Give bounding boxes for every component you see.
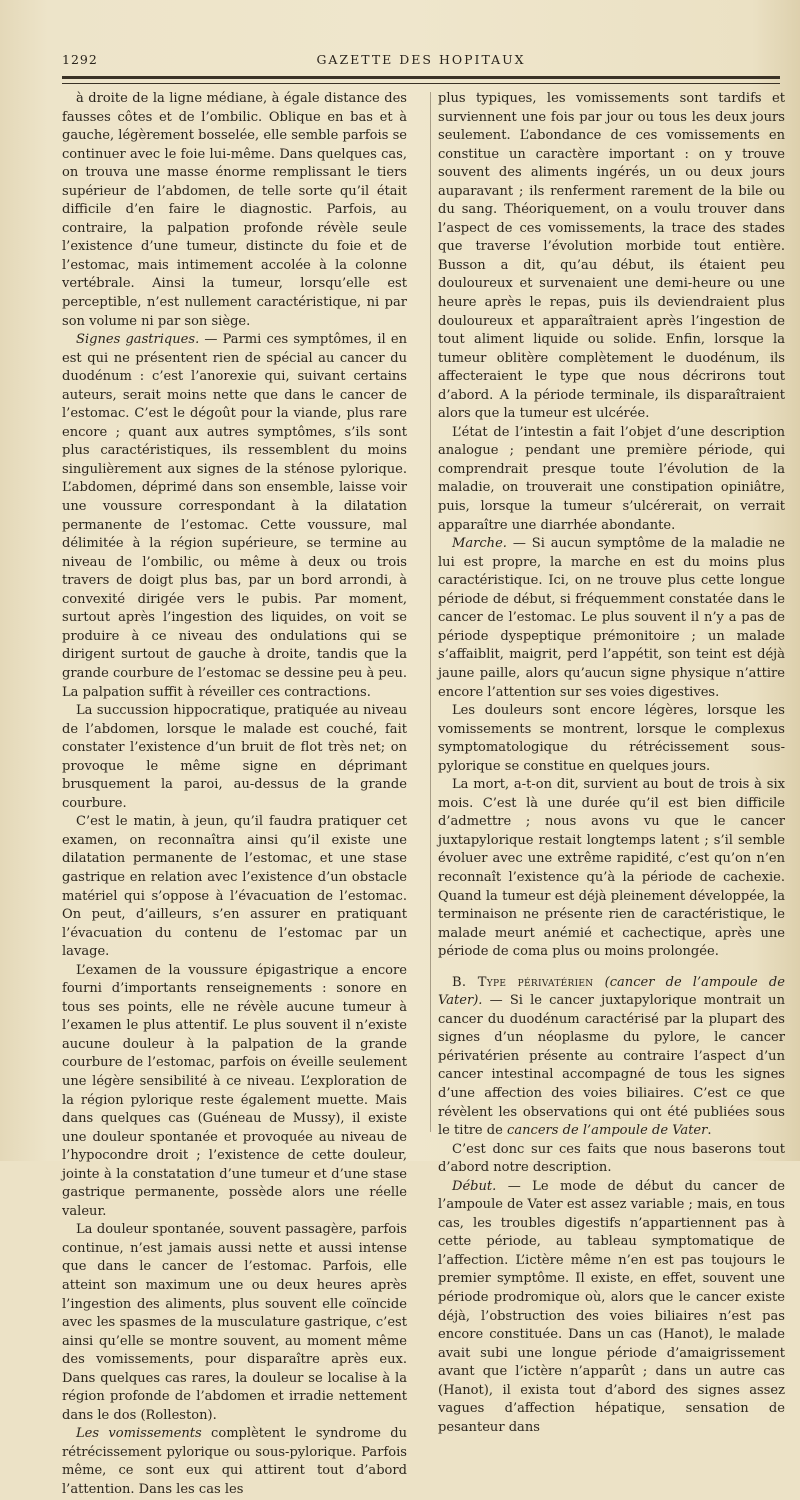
paragraph [62,962,407,1222]
paragraph-text: complètent le syndrome du rétrécissement pylorique ou sous-pylorique. Parfois même, ce sont eux qui attirent tout d’abord l’attention. Dans les cas les [62,1426,408,1498]
paragraph [438,1178,785,1438]
paragraph-text: La succussion hippocratique, pratiquée au niveau de l’abdomen, lorsque le malade est couché, fait constater l’existence d’un bruit de flot très net; on provoque le même signe en déprimant brusquement la paroi, au-dessus de la grande courbure. [62,703,407,811]
paragraph-text: Les douleurs sont encore légères, lorsque les vomissements se montrent, lorsque le complexus symptomatologique du rétrécissement sous-pylorique se constitue en quelques jours. [438,703,785,774]
paragraph-text: . [707,1123,712,1139]
paragraph-text: à droite de la ligne médiane, à égale distance des fausses côtes et de l’ombilic. Oblique en bas et à gauche, légèrement bosselée, elle semble parfois se continuer avec le foie lui-même. Dans quelques cas, on trouva une masse énorme remplissant le tiers supérieur de l’abdomen, de telle sorte qu’il était difficile d’en faire le diagnostic. Parfois, au contraire, la palpation profonde révèle seule l’existence d’une tumeur, distincte du foie et de l’estomac, mais intimement accolée à la colonne vertébrale. Ainsi la tumeur, lorsqu’elle est perceptible, n’est nullement caractéristique, ni par son volume ni par son siège. [62,91,407,329]
paragraph-text: L’état de l’intestin a fait l’objet d’une description analogue ; pendant une première période, qui comprendrait presque toute l’évolution de la maladie, on trouverait une constipation opiniâtre, puis, lorsque la tumeur s’ulcérerait, on verrait apparaître une diarrhée abondante. [438,424,785,533]
paragraph [62,813,407,961]
paragraph-lead: Marche. [452,536,507,552]
paragraph [62,1425,407,1499]
paragraph [62,702,407,813]
paragraph [62,331,407,702]
left-column [62,90,407,1500]
section-subtitle: (cancer de l’ampoule de Vater). [438,974,785,1009]
paragraph-text: La douleur spontanée, souvent passagère, parfois continue, n’est jamais aussi nette et aussi intense que dans le cancer de l’estomac. Parfois, elle atteint son maximum une ou deux heures après l’ingestion des aliments, plus souvent elle coïncide avec les spasmes de la musculature gastrique, c’est ainsi qu’elle se montre souvent, au moment même des vomissements, pour disparaître après eux. Dans quelques cas rares, la douleur se localise à la région profonde de l’abdomen et irradie nettement dans le dos (Rolleston). [62,1222,407,1423]
paragraph [438,776,785,961]
paragraph-text: La mort, a-t-on dit, survient au bout de trois à six mois. C’est là une durée qu’il est bien difficile d’admettre ; nous avons vu que le cancer juxtapylorique restait longtemps latent ; s’il semble évoluer avec une extrême rapidité, c’est qu’on n’en reconnaît l’existence qu’à la période de cachexie. Quand la tumeur est déjà pleinement développée, la terminaison ne présente rien de caractéristique, le malade meurt anémié et cachectique, après une période de coma plus ou moins prolongée. [438,777,785,960]
paragraph-text: — Le mode de début du cancer de l’ampoule de Vater est assez variable ; mais, en tous cas, les troubles digestifs n’appartiennent pas à cette période, au tableau symptomatique de l’affection. L’ictère même n’en est pas toujours le premier symptôme. Il existe, en effet, souvent une période prodromique où, alors que le cancer existe déjà, l’obstruction des voies biliaires n’est pas encore constituée. Dans un cas (Hanot), le malade avait subi une longue période d’amaigrissement avant que l’ictère n’apparût ; dans un autre cas (Hanot), il exista tout d’abord des signes assez vagues d’affection hépatique, sensation de pesanteur dans [438,1178,785,1435]
paragraph [438,702,785,776]
paragraph [438,535,785,702]
header-rule-thin [62,83,780,84]
paragraph [438,1141,785,1178]
paragraph [438,974,785,1141]
page-number: 1292 [62,52,98,67]
paragraph-text: C’est donc sur ces faits que nous baserons tout d’abord notre description. [438,1141,785,1176]
paragraph [62,1221,407,1425]
paragraph-text: L’examen de la voussure épigastrique a encore fourni d’importants renseignements : sonore en tous ses points, elle ne révèle aucune tumeur à l’examen le plus attentif. Le plus souvent il n’existe aucune douleur à la palpation de la grande courbure de l’estomac, parfois on éveille seulement une légère sensibilité à ce niveau. L’exploration de la région pylorique reste également muette. Mais dans quelques cas (Guéneau de Mussy), il existe une douleur spontanée et provoquée au niveau de l’hypocondre droit ; l’existence de cette douleur, jointe à la constatation d’une tumeur et d’une stase gastrique permanente, possède alors une réelle valeur. [62,962,407,1219]
paragraph-italic: cancers de l’ampoule de Vater [507,1123,708,1139]
page-header [62,52,780,72]
paragraph-lead: Début. [452,1178,497,1194]
paragraph-text: C’est le matin, à jeun, qu’il faudra pratiquer cet examen, on reconnaîtra ainsi qu’il existe une dilatation permanente de l’estomac, et une stase gastrique en relation avec l’existence d’un obstacle matériel qui s’oppose à l’évacuation de l’estomac. On peut, d’ailleurs, s’en assurer en pratiquant l’évacuation du contenu de l’estomac par un lavage. [62,814,407,960]
journal-title: GAZETTE DES HOPITAUX [316,52,526,67]
paragraph-text: — Si le cancer juxtapylorique montrait un cancer du duodénum caractérisé par la plupart des signes d’un néoplasme du pylore, le cancer périvatérien présente au contraire l’aspect d’un cancer intestinal accompagné de tous les signes d’une affection des voies biliaires. C’est ce que révèlent les observations qui ont été publiées sous le titre de [438,993,785,1139]
right-column [438,90,785,1437]
paragraph-text: — Parmi ces symptômes, il en est qui ne présentent rien de spécial au cancer du duodénum : c’est l’anorexie qui, suivant certains auteurs, serait moins nette que dans le cancer de l’estomac. C’est le dégoût pour la viande, plus rare encore ; quant aux autres symptômes, s’ils sont plus caractéristiques, ils ressemblent du moins singulièrement aux signes de la sténose pylorique. L’abdomen, déprimé dans son ensemble, laisse voir une voussure correspondant à la dilatation permanente de l’estomac. Cette voussure, mal délimitée à la région supérieure, se termine au niveau de l’ombilic, ou même à deux ou trois travers de doigt plus bas, par un bord arrondi, à convexité dirigée vers le pubis. Par moment, surtout après l’ingestion des liquides, on voit se produire à ce niveau des ondulations qui se dirigent surtout de gauche à droite, tandis que la grande courbure de l’estomac se dessine peu à peu. La palpation suffit à réveiller ces contractions. [62,332,407,700]
column-divider [430,92,431,1132]
section-heading: B. Type périvatérien [452,974,594,990]
paragraph [438,90,785,424]
paragraph-lead: Les vomissements [76,1426,202,1442]
paragraph [62,90,407,331]
paragraph-text: plus typiques, les vomissements sont tardifs et surviennent une fois par jour ou tous les deux jours seulement. L’abondance de ces vomissements en constitue un caractère important : on y trouve souvent des aliments ingérés, un ou deux jours auparavant ; ils renferment rarement de la bile ou du sang. Théoriquement, on a voulu trouver dans l’aspect de ces vomissements, la trace des stades que traverse l’évolution morbide tout entière. Busson a dit, qu’au début, ils étaient peu douloureux et survenaient une demi-heure ou une heure après le repas, puis ils deviendraient plus douloureux et apparaîtraient après l’ingestion de tout aliment liquide ou solide. Enfin, lorsque la tumeur oblitère complètement le duodénum, ils affecteraient le type que nous décrirons tout d’abord. A la période terminale, ils disparaîtraient alors que la tumeur est ulcérée. [438,91,785,422]
paragraph-lead: Signes gastriques. [76,332,200,348]
header-rule-thick [62,76,780,79]
paragraph [438,424,785,535]
paragraph-text: — Si aucun symptôme de la maladie ne lui est propre, la marche en est du moins plus caractéristique. Ici, on ne trouve plus cette longue période de début, si fréquemment constatée dans le cancer de l’estomac. Le plus souvent il n’y a pas de période dyspeptique prémonitoire ; un malade s’affaiblit, maigrit, perd l’appétit, son teint est déjà jaune paille, alors qu’aucun signe physique n’attire encore l’attention sur ses voies digestives. [438,536,785,700]
